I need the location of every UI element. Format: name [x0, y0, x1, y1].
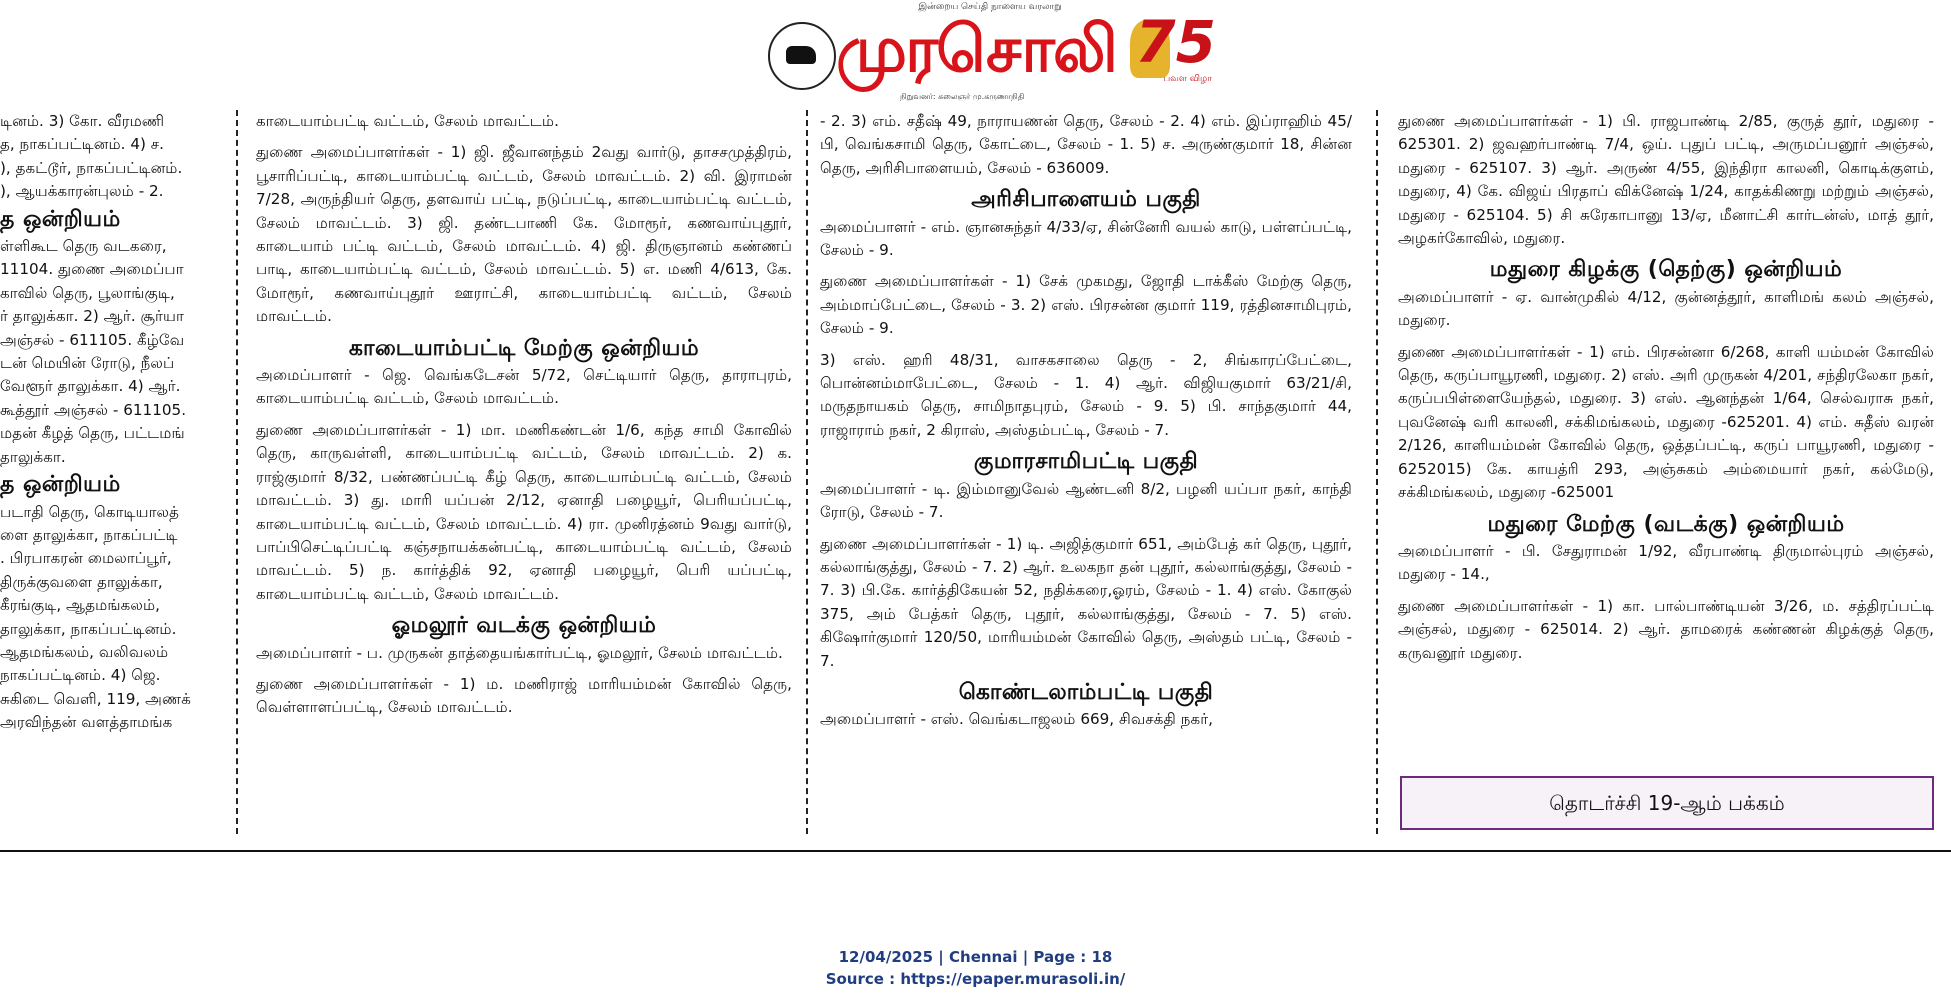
anniversary-badge — [1130, 8, 1216, 98]
column-1 — [0, 110, 222, 840]
paragraph: தாலுக்கா, நாகப்பட்டினம். — [0, 619, 177, 638]
paragraph: அஞ்சல் - 611105. கீழ்வே — [0, 330, 185, 349]
paragraph: கூத்தூர் அஞ்சல் - 611105. — [0, 400, 187, 419]
paragraph: காடையாம்பட்டி வட்டம், சேலம் மாவட்டம். — [256, 112, 559, 130]
emblem-icon — [768, 22, 836, 90]
paragraph: ர் தாலுக்கா. 2) ஆர். சூர்யா — [0, 307, 184, 326]
page-footer — [0, 946, 1951, 990]
column-divider — [806, 110, 808, 834]
paragraph: துணை அமைப்பாளர்கள் - 1) ம. மணிராஜ் மாரியம்மன் கோவில் தெரு, வெள்ளாளப்பட்டி, சேலம் மாவட்டம். — [256, 674, 792, 717]
paragraph: துணை அமைப்பாளர்கள் - 1) சேக் முகமது, ஜோதி டாக்கீஸ் மேற்கு தெரு, அம்மாப்பேட்டை, சேலம் - 3. 2) எஸ். பிரசன்ன குமார் 119, ரத்தினசாமிபுரம், சேலம் - 9. — [820, 272, 1352, 338]
paragraph: தாலுக்கா. — [0, 447, 66, 466]
paragraph: துணை அமைப்பாளர்கள் - 1) மா. மணிகண்டன் 1/6, கந்த சாமி கோவில் தெரு, காருவள்ளி, காடையாம்பட்டி வட்டம், சேலம் மாவட்டம். 2) க. ராஜ்குமார் 8/32, பண்ணப்பட்டி கீழ் தெரு, காடையாம்பட்டி வட்டம், சேலம் மாவட்டம். 3) து. மாரி யப்பன் 2/12, ஏனாதி பழையூர், பெரியப்பட்டி, காடையாம்பட்டி வட்டம், சேலம் மாவட்டம். 4) ரா. முனிரத்னம் 9வது வார்டு, பாப்பிசெட்டிப்பட்டி கஞ்சநாயக்கன்பட்டி, காடையாம்பட்டி வட்டம், சேலம் மாவட்டம். 5) ந. கார்த்திக் 92, ஏனாதி பழையூர், பெரி யப்பட்டி, காடையாம்பட்டி வட்டம், சேலம் மாவட்டம். — [256, 420, 792, 603]
paragraph: த, நாகப்பட்டினம். 4) ச. — [0, 135, 164, 154]
section-heading: ஓமலூர் வடக்கு ஒன்றியம் — [391, 613, 657, 639]
paragraph: அமைப்பாளர் - எஸ். வெங்கடாஜலம் 669, சிவசக்தி நகர், — [820, 710, 1214, 729]
masthead — [760, 0, 1220, 108]
column-divider — [1376, 110, 1378, 834]
paragraph: - 2. 3) எம். சதீஷ் 49, நாராயணன் தெரு, சேலம் - 2. 4) எம். இப்ராஹிம் 45/பி, வெங்கசாமி தெரு, கோட்டை, சேலம் - 1. 5) ச. அருண்குமார் 18, சின்ன தெரு, அரிசிபாளையம், சேலம் - 636009. — [820, 112, 1352, 177]
paragraph: துணை அமைப்பாளர்கள் - 1) எம். பிரசன்னா 6/268, காளி யம்மன் கோவில் தெரு, கருப்பாயூரணி, மதுரை. 2) எஸ். அரி முருகன் 4/201, சந்திரலேகா நகர், கருப்பபிள்ளையேந்தல், மதுரை. 3) எஸ். ஆனந்தன் 1/64, செல்வராசு நகர், புவனேஷ் வரி காலனி, சக்கிமங்கலம், மதுரை -625201. 4) எம். சுதீஸ் வரன் 2/126, காளியம்மன் கோவில் தெரு, ஒத்தப்பட்டி, கருப் பாயூரணி, மதுரை - 6252015) கே. காயத்ரி 293, அஞ்சுகம் அம்மையார் நகர், கல்மேடு, சக்கிமங்கலம், மதுரை -625001 — [1398, 342, 1934, 502]
continued-on-page-box: தொடர்ச்சி 19-ஆம் பக்கம் — [1400, 776, 1934, 830]
anniversary-label: பவள விழா — [1163, 74, 1212, 84]
column-4 — [1398, 110, 1934, 840]
column-divider — [236, 110, 238, 834]
paragraph: நாகப்பட்டினம். 4) ஜெ. — [0, 666, 161, 685]
section-heading: அரிசிபாளையம் பகுதி — [971, 187, 1201, 213]
paragraph: அமைப்பாளர் - ஜெ. வெங்கடேசன் 5/72, செட்டியார் தெரு, தாராபுரம், காடையாம்பட்டி வட்டம், சேலம் மாவட்டம். — [256, 366, 792, 408]
paragraph: மதன் கீழத் தெரு, பட்டமங் — [0, 424, 185, 443]
paragraph: அமைப்பாளர் - ஏ. வான்முகில் 4/12, குன்னத்தூர், காளிமங் கலம் அஞ்சல், மதுரை. — [1398, 287, 1934, 330]
masthead-tagline: இன்றைய செய்தி நாளைய வரலாறு — [918, 2, 1062, 12]
paragraph: ), தகட்டூர், நாகப்பட்டினம். — [0, 158, 183, 177]
paragraph: ள்ளிகூட தெரு வடகரை, — [0, 237, 167, 256]
section-heading: குமாரசாமிபட்டி பகுதி — [973, 449, 1199, 475]
logo-subtitle: நிறுவனர்: கலைஞர் மு.கருணாநிதி — [900, 92, 1025, 101]
paragraph: கீரங்குடி, ஆதமங்கலம், — [0, 596, 161, 615]
paragraph: அமைப்பாளர் - ப. முருகன் தாத்தையங்கார்பட்டி, ஓமலூர், சேலம் மாவட்டம். — [256, 643, 783, 662]
anniversary-number: 75 — [1135, 8, 1216, 76]
paragraph: துணை அமைப்பாளர்கள் - 1) ஜி. ஜீவானந்தம் 2வது வார்டு, தாசசமுத்திரம், பூசாரிப்பட்டி, காடையாம்பட்டி வட்டம், சேலம் மாவட்டம். 2) வி. இராமன் 7/28, அருந்தியர் தெரு, தளவாய் பட்டி, நடுப்பட்டி, காடையாம்பட்டி வட்டம், சேலம் மாவட்டம். 3) ஜி. தண்டபாணி கே. மோரூர், கணவாய்புதூர், காடையாம் பட்டி வட்டம், சேலம் மாவட்டம். 4) ஜி. திருஞானம் கண்ணப் பாடி, காடையாம்பட்டி வட்டம், சேலம் மாவட்டம். 5) எ. மணி 4/613, கே. மோரூர், கணவாய்புதூர் ஊராட்சி, காடையாம்பட்டி வட்டம், சேலம் மாவட்டம். — [256, 143, 792, 326]
article-frame — [0, 110, 1951, 852]
section-heading: மதுரை மேற்கு (வடக்கு) ஒன்றியம் — [1487, 511, 1845, 537]
column-3 — [820, 110, 1352, 840]
paragraph: வேளூர் தாலுக்கா. 4) ஆர். — [0, 377, 181, 396]
paragraph: டினம். 3) கோ. வீரமணி — [0, 112, 165, 130]
section-heading: மதுரை கிழக்கு (தெற்கு) ஒன்றியம் — [1489, 257, 1843, 283]
footer-source-line[interactable]: Source : https://epaper.murasoli.in/ — [825, 970, 1126, 988]
footer-date-line: 12/04/2025 | Chennai | Page : 18 — [838, 948, 1113, 966]
paragraph: ), ஆயக்காரன்புலம் - 2. — [0, 182, 164, 201]
paragraph: . பிரபாகரன் மைலாப்பூர், — [0, 549, 172, 568]
section-heading: கொண்டலாம்பட்டி பகுதி — [958, 679, 1214, 705]
paragraph: 3) எஸ். ஹரி 48/31, வாசகசாலை தெரு - 2, சிங்காரப்பேட்டை, பொன்னம்மாபேட்டை, சேலம் - 1. 4) ஆர். விஜியகுமார் 63/21/சி, மருதநாயகம் தெரு, சாமிநாதபுரம், சேலம் - 9. 5) பி. சாந்தகுமார் 44, ராஜாராம் நகர், 2 கிராஸ், அஸ்தம்பட்டி, சேலம் - 7. — [820, 350, 1352, 439]
paragraph: அரவிந்தன் வளத்தாமங்க — [0, 713, 173, 732]
section-heading: த ஒன்றியம் — [0, 206, 121, 232]
column-2 — [256, 110, 792, 840]
paragraph: ஆதமங்கலம், வலிவலம் — [0, 642, 169, 661]
paragraph: ளை தாலுக்கா, நாகப்பட்டி — [0, 525, 178, 544]
section-heading: த ஒன்றியம் — [0, 472, 121, 498]
paragraph: அமைப்பாளர் - பி. சேதுராமன் 1/92, வீரபாண்டி திருமால்புரம் அஞ்சல், மதுரை - 14., — [1398, 541, 1934, 584]
paragraph: அமைப்பாளர் - டி. இம்மானுவேல் ஆண்டனி 8/2, பழனி யப்பா நகர், காந்தி ரோடு, சேலம் - 7. — [820, 479, 1352, 522]
section-heading: காடையாம்பட்டி மேற்கு ஒன்றியம் — [348, 335, 700, 361]
paragraph: டன் மெயின் ரோடு, நீலப் — [0, 354, 175, 373]
paragraph: 11104. துணை அமைப்பா — [0, 260, 184, 279]
paragraph: திருக்குவளை தாலுக்கா, — [0, 572, 163, 591]
paragraph: படாதி தெரு, கொடியாலத் — [0, 502, 180, 521]
newspaper-logo: முரசொலி — [836, 13, 1116, 87]
paragraph: காவில் தெரு, பூலாங்குடி, — [0, 283, 175, 302]
paragraph: துணை அமைப்பாளர்கள் - 1) டி. அஜித்குமார் 651, அம்பேத் கர் தெரு, புதூர், கல்லாங்குத்து, சேலம் - 7. 2) ஆர். உலகநா தன் புதூர், கல்லாங்குத்து, சேலம் - 7. 3) பி.கே. கார்த்திகேயன் 52, நதிக்கரை,ஓரம், சேலம் - 1. 4) எஸ். கோகுல் 375, அம் பேத்கர் தெரு, புதூர், கல்லாங்குத்து, சேலம் - 7. 5) எஸ். கிஷோர்குமார் 120/50, மாரியம்மன் கோவில் தெரு, அஸ்தம் பட்டி, சேலம் - 7. — [820, 534, 1352, 670]
paragraph: துணை அமைப்பாளர்கள் - 1) கா. பால்பாண்டியன் 3/26, ம. சத்திரப்பட்டி அஞ்சல், மதுரை - 625014. 2) ஆர். தாமரைக் கண்ணன் கிழக்குத் தெரு, கருவனூர் மதுரை. — [1398, 596, 1934, 662]
paragraph: அமைப்பாளர் - எம். ஞானசுந்தர் 4/33/ஏ, சின்னேரி வயல் காடு, பள்ளப்பட்டி, சேலம் - 9. — [820, 217, 1352, 260]
paragraph: சுகிடை வெளி, 119, அணக் — [0, 689, 192, 708]
paragraph: துணை அமைப்பாளர்கள் - 1) பி. ராஜபாண்டி 2/85, குருத் தூர், மதுரை - 625301. 2) ஜவஹர்பாண்டி 7/4, ஒய். புதுப் பட்டி, அருமப்பனூர் அஞ்சல், மதுரை - 625107. 3) ஆர். அருண் 4/55, இந்திரா காலனி, கொடிக்குளம், மதுரை, 4) கே. விஜய் பிரதாப் விக்னேஷ் 1/24, காதக்கிணறு மற்றும் அஞ்சல், மதுரை - 625104. 5) சி சுரேகாபானு 13/ஏ, மீனாட்சி கார்டன்ஸ், மாத் தூர், அழகர்கோவில், மதுரை. — [1398, 112, 1934, 248]
